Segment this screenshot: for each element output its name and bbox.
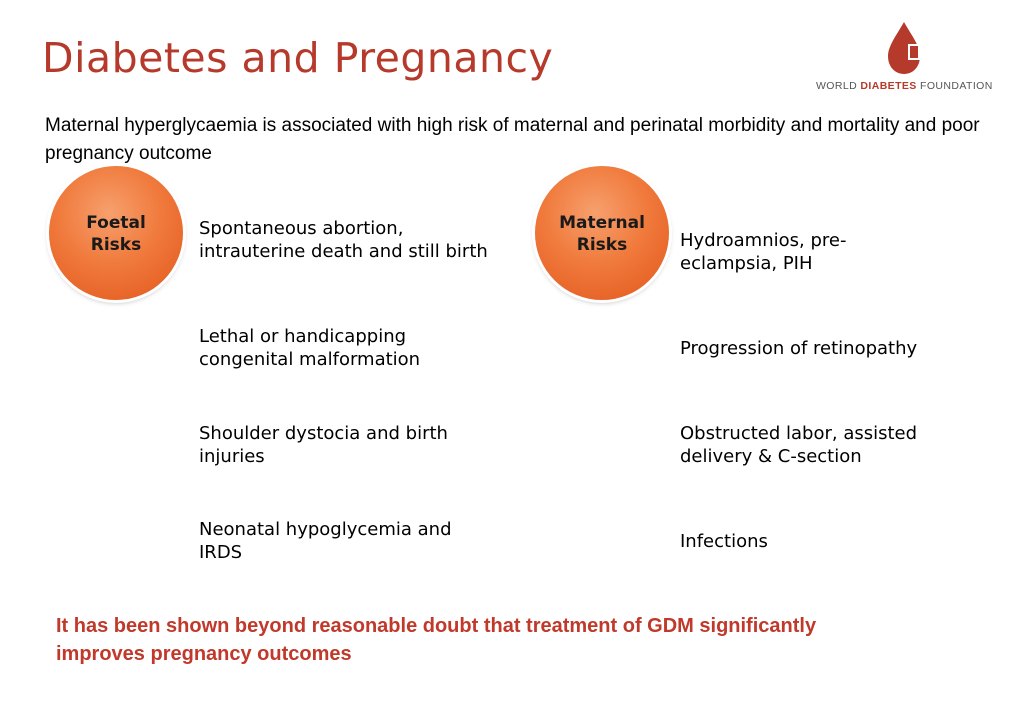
foetal-risk-item: Neonatal hypoglycemia and IRDS [199,519,452,563]
footer-conclusion: It has been shown beyond reasonable doubt that treatment of GDM significantly improves pregnancy outcomes [56,615,817,665]
maternal-risk-item: Progression of retinopathy [680,338,918,359]
maternal-risks-circle [535,166,669,300]
foetal-risk-item: Lethal or handicapping congenital malformation [199,326,421,370]
blood-drop-icon [886,20,926,76]
intro-text: Maternal hyperglycaemia is associated with high risk of maternal and perinatal morbidity and mortality and poor pregnancy outcome [45,115,980,164]
logo-word-world: WORLD [816,80,858,92]
maternal-risk-item: Infections [680,531,768,552]
logo-word-diabetes: DIABETES [860,80,917,92]
foetal-risk-item: Spontaneous abortion, intrauterine death and still birth [199,218,488,262]
maternal-risk-item: Hydroamnios, pre-eclampsia, PIH [680,230,847,274]
world-diabetes-foundation-logo [816,20,1002,96]
foetal-risks-label: Foetal Risks [86,213,146,255]
foetal-risk-item: Shoulder dystocia and birth injuries [199,423,448,467]
maternal-risk-item: Obstructed labor, assisted delivery & C-section [680,423,918,467]
logo-wordmark [816,80,1002,92]
logo-word-foundation: FOUNDATION [920,80,993,92]
foetal-risks-circle [49,166,183,300]
maternal-risks-label: Maternal Risks [559,213,645,255]
slide-title: Diabetes and Pregnancy [42,34,554,82]
